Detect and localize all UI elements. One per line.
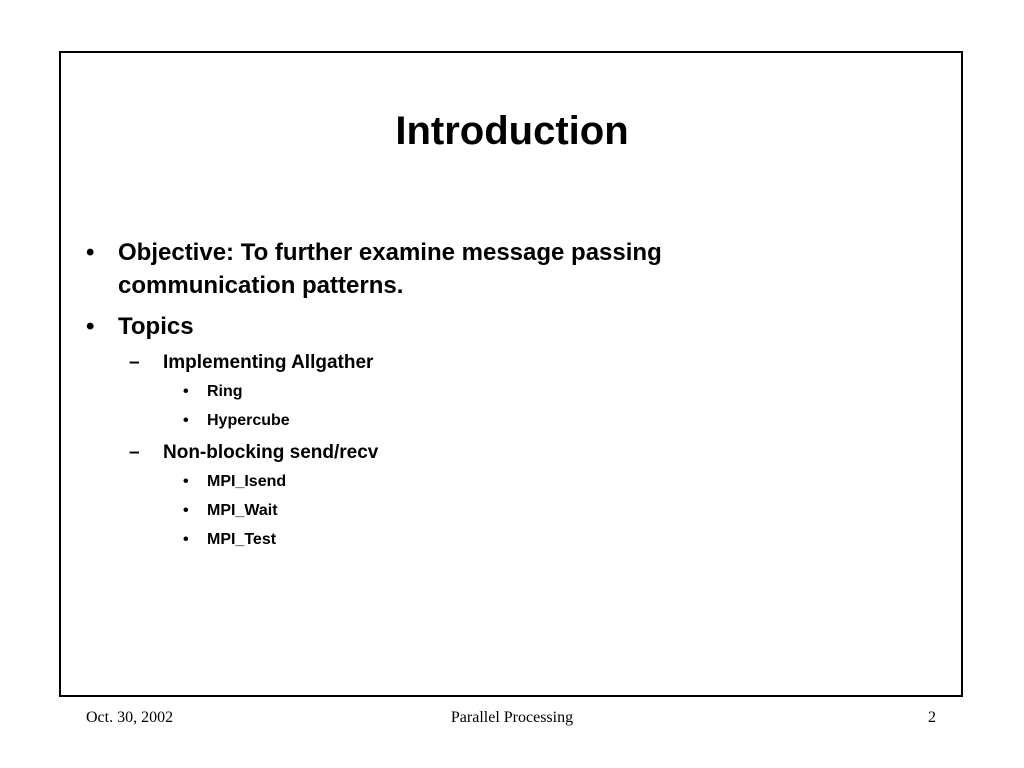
bullet-marker: • <box>183 412 189 429</box>
subsubbullet-isend-text: MPI_Isend <box>207 473 287 490</box>
subbullet-nonblocking-text: Non-blocking send/recv <box>163 442 379 463</box>
bullet-topics <box>86 310 798 343</box>
bullet-marker: • <box>183 531 189 548</box>
subsubbullet-isend <box>183 471 286 493</box>
subsubbullet-wait-text: MPI_Wait <box>207 502 278 519</box>
subbullet-allgather-text: Implementing Allgather <box>163 352 374 373</box>
subsubbullet-test <box>183 529 276 551</box>
dash-marker: – <box>129 442 140 463</box>
dash-marker: – <box>129 352 140 373</box>
bullet-topics-text: Topics <box>118 313 194 340</box>
bullet-objective <box>86 236 798 302</box>
subbullet-allgather <box>129 350 373 376</box>
subsubbullet-ring <box>183 381 243 403</box>
footer-page-number: 2 <box>928 709 936 726</box>
subsubbullet-test-text: MPI_Test <box>207 531 277 548</box>
subsubbullet-ring-text: Ring <box>207 383 243 400</box>
bullet-marker: • <box>86 313 95 340</box>
subbullet-nonblocking <box>129 440 378 466</box>
footer-date: Oct. 30, 2002 <box>86 709 174 726</box>
subsubbullet-wait <box>183 500 278 522</box>
bullet-marker: • <box>86 239 95 266</box>
bullet-marker: • <box>183 502 189 519</box>
bullet-objective-text: Objective: To further examine message passing communication patterns. <box>118 239 662 299</box>
subsubbullet-hypercube-text: Hypercube <box>207 412 290 429</box>
bullet-marker: • <box>183 473 189 490</box>
subsubbullet-hypercube <box>183 410 290 432</box>
footer-course: Parallel Processing <box>450 709 574 726</box>
bullet-marker: • <box>183 383 189 400</box>
slide-title: Introduction <box>395 109 629 153</box>
